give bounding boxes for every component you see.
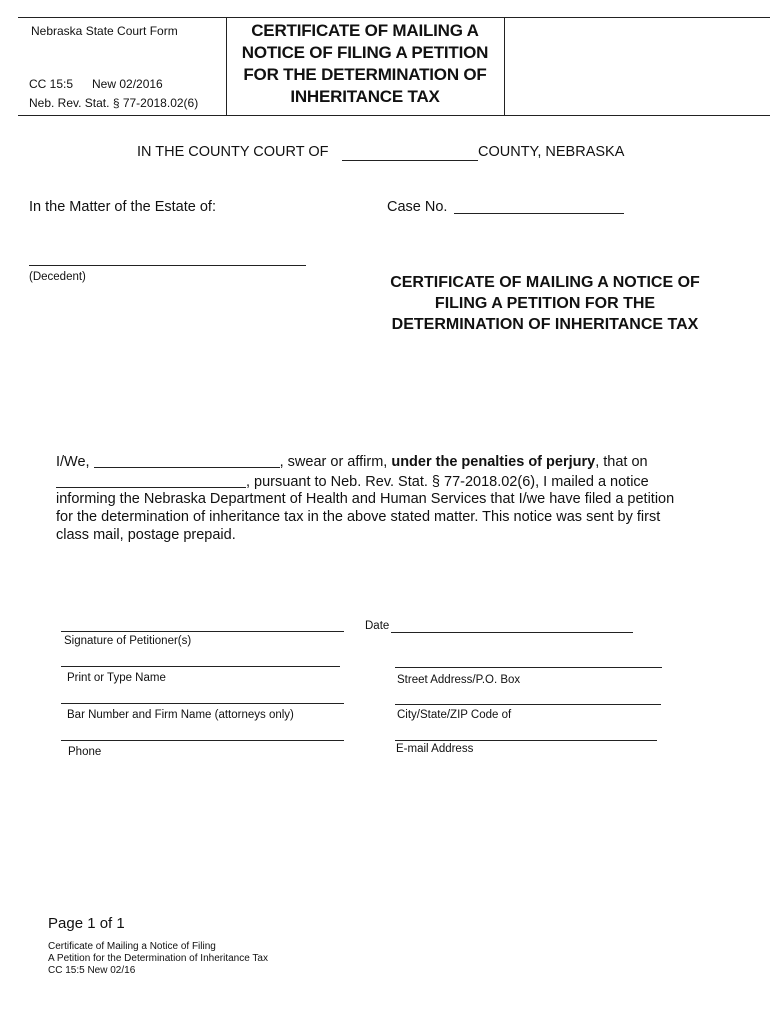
statement-line-1: I/We, , swear or affirm, under the penalties of perjury, that on [56, 454, 648, 470]
statement-line-2: , pursuant to Neb. Rev. Stat. § 77-2018.02(6), I mailed a notice [56, 473, 649, 490]
date-line[interactable] [391, 632, 633, 633]
date-label: Date [365, 620, 390, 632]
signature-label: Signature of Petitioner(s) [64, 635, 192, 647]
form-code: CC 15:5 [29, 77, 74, 91]
signature-line[interactable] [61, 631, 344, 632]
header-title: CERTIFICATE OF MAILING A NOTICE OF FILING A PETITION FOR THE DETERMINATION OF INHERITANCE TAX [241, 21, 489, 106]
bar-number-label: Bar Number and Firm Name (attorneys only) [67, 709, 294, 721]
header-divider [504, 17, 505, 115]
case-number-field[interactable] [454, 213, 624, 214]
page-number: Page 1 of 1 [48, 915, 125, 932]
email-line[interactable] [395, 740, 657, 741]
form-name: Nebraska State Court Form [31, 24, 178, 38]
header-divider [226, 17, 227, 115]
petitioner-name-field[interactable] [94, 453, 280, 468]
street-label: Street Address/P.O. Box [397, 674, 521, 686]
statement-line-5: class mail, postage prepaid. [56, 527, 236, 543]
city-state-zip-label: City/State/ZIP Code of [397, 709, 512, 721]
statement-line-4: for the determination of inheritance tax in the above stated matter. This notice was sent by first [56, 509, 661, 525]
case-label: Case No. [387, 199, 448, 215]
document-title: CERTIFICATE OF MAILING A NOTICE OF FILING A PETITION FOR THE DETERMINATION OF INHERITANCE TAX [390, 274, 700, 333]
print-name-label: Print or Type Name [67, 672, 166, 684]
mailing-date-field[interactable] [56, 473, 246, 488]
statement-line-3: informing the Nebraska Department of Health and Human Services that I/we have filed a petition [56, 491, 675, 507]
street-line[interactable] [395, 667, 662, 668]
phone-label: Phone [68, 746, 102, 758]
statute-reference: Neb. Rev. Stat. § 77-2018.02(6) [29, 96, 199, 110]
footer-text: Certificate of Mailing a Notice of Filing A Petition for the Determination of Inheritance Tax CC 15:5 New 02/16 [48, 941, 268, 976]
court-suffix: COUNTY, NEBRASKA [478, 144, 625, 160]
decedent-name-field[interactable] [29, 265, 306, 266]
bar-number-line[interactable] [61, 703, 344, 704]
phone-line[interactable] [61, 740, 344, 741]
county-field[interactable] [342, 160, 478, 161]
city-state-zip-line[interactable] [395, 704, 661, 705]
decedent-label: (Decedent) [29, 271, 86, 283]
email-label: E-mail Address [396, 743, 474, 755]
estate-label: In the Matter of the Estate of: [29, 199, 216, 215]
form-date: New 02/2016 [92, 77, 163, 91]
court-prefix: IN THE COUNTY COURT OF [137, 144, 329, 160]
print-name-line[interactable] [61, 666, 340, 667]
